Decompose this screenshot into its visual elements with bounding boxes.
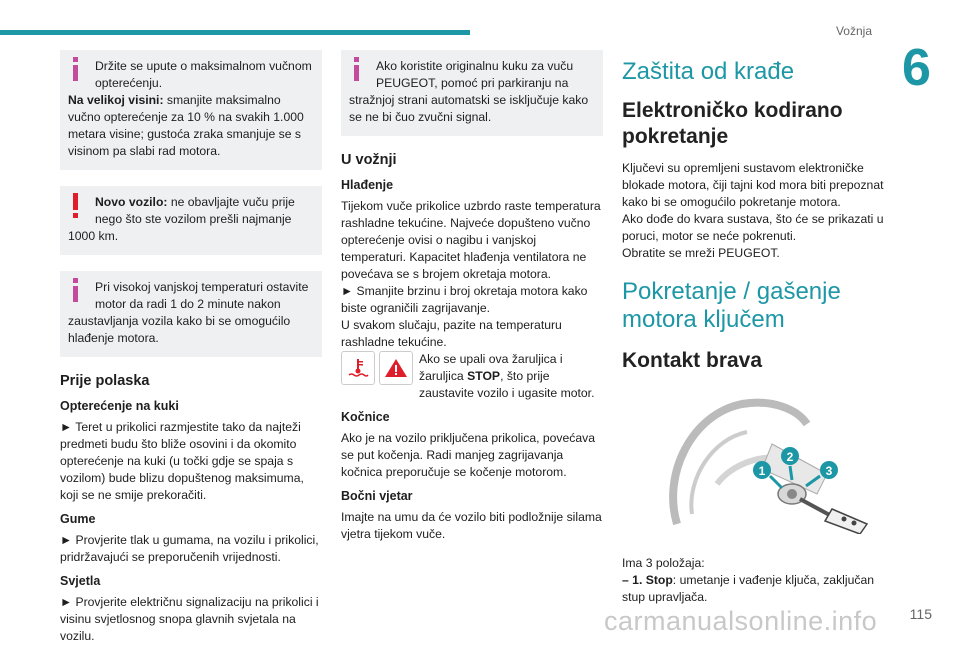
paragraph-ima-polozaja: Ima 3 položaja:: [622, 556, 705, 570]
chapter-number: 6: [902, 39, 931, 97]
info-note-towing-load: [60, 50, 322, 170]
paragraph-svjetla: ► Provjerite električnu signalizaciju na prikolici i visinu svjetlosnog snopa glavnih svjetala na vozilu.: [60, 595, 319, 643]
info-icon: [68, 57, 84, 83]
warning-note-new-vehicle: [60, 186, 322, 255]
note-text: ne obavljajte vuču prije nego što ste vozilom prešli najmanje: [95, 195, 295, 226]
paragraph-warning-lights: [419, 351, 603, 402]
heading-opterecenje: Opterećenje na kuki: [60, 399, 179, 413]
warning-text: , što prije zaustavite vozilo i ugasite motor.: [419, 369, 595, 400]
paragraph-bocni-vjetar: Imajte na umu da će vozilo biti podložnije silama vjetra tijekom vuče.: [341, 510, 602, 541]
callout-2-label: 2: [786, 450, 794, 464]
note-bold: Na velikoj visini:: [68, 93, 164, 107]
paragraph-elektronicko-2: Ako dođe do kvara sustava, što će se prikazati u poruci, motor se neće pokrenuti.: [622, 212, 884, 243]
paragraph-elektronicko-1: Ključevi su opremljeni sustavom elektroničke blokade motora, čiji tajni kod mora biti prepoznat kako bi se omogućilo pokretanje motora.: [622, 161, 884, 209]
callout-3-label: 3: [825, 464, 833, 478]
paragraph-stop-position: [622, 572, 892, 606]
stop-warning-triangle-icon: [379, 351, 413, 385]
heading-svjetla: Svjetla: [60, 574, 101, 588]
heading-pokretanje-gasenje: Pokretanje / gašenje motora ključem: [622, 278, 841, 333]
heading-zastita-od-krade: Zaštita od krađe: [622, 58, 795, 85]
paragraph-opterecenje: ► Teret u prikolici razmjestite tako da najteži predmeti budu što bliže osovini i da okomito opterećenje na kuki (u točki gdje se spaja s vozilom) bude blizu dopuštenog maksimuma, koji se ne smije prekoračiti.: [60, 420, 304, 502]
coolant-temperature-icon: [341, 351, 375, 385]
info-note-high-temp: [60, 271, 322, 357]
stop-position-label: – 1. Stop: [622, 573, 673, 587]
note-text: Ako koristite originalnu kuku za vuču PEUGEOT, pomoć pri parkiranju na: [376, 59, 574, 90]
callout-1-label: 1: [758, 464, 766, 478]
section-title: Vožnja: [835, 24, 872, 38]
info-icon: [349, 57, 365, 83]
note-text: Držite se upute o maksimalnom vučnom opterećenju.: [95, 59, 312, 90]
heading-u-voznji: U vožnji: [341, 152, 397, 168]
warning-text: Ako se upali ova žaruljica i žaruljica: [419, 352, 563, 383]
paragraph-gume: ► Provjerite tlak u gumama, na vozilu i prikolici, pridržavajući se preporučenih vrijednosti.: [60, 533, 319, 564]
heading-bocni-vjetar: Bočni vjetar: [341, 489, 413, 503]
column-left: [60, 50, 322, 653]
key-fob: [825, 509, 867, 534]
info-note-parking-aid: [341, 50, 603, 136]
note-text: stražnjoj strani automatski se isključuje kako se ne bi čuo zvučni signal.: [349, 93, 589, 124]
info-icon: [68, 278, 84, 304]
page-number: 115: [909, 606, 932, 622]
column-right: [622, 52, 892, 614]
paragraph-kocnice: Ako je na vozilo priključena prikolica, povećava se put kočenja. Radi manjeg zagrijavanja kočnica preporučuje se kočenje motorom.: [341, 431, 596, 479]
stop-label: STOP: [467, 369, 501, 383]
note-text: smanjite maksimalno vučno opterećenje za 10 % na svakih 1.000 metara visine; gustoća zraka smanjuje se s visinom pa slabi rad motora.: [68, 93, 304, 158]
ignition-switch-illustration: [622, 384, 892, 534]
heading-kontakt-brava: Kontakt brava: [622, 349, 763, 372]
paragraph-elektronicko-3: Obratite se mreži PEUGEOT.: [622, 246, 780, 260]
heading-kocnice: Kočnice: [341, 410, 390, 424]
warning-icon: [68, 193, 84, 219]
note-text: 1000 km.: [68, 229, 119, 243]
heading-hladenje: Hlađenje: [341, 178, 394, 192]
warning-lights-row: [341, 351, 603, 402]
column-middle: [341, 50, 603, 551]
top-accent-bar: [0, 30, 470, 35]
stop-position-text: : umetanje i vađenje ključa, zaključan stup upravljača.: [622, 573, 875, 604]
watermark: carmanualsonline.info: [604, 606, 878, 636]
note-text: Pri visokoj vanjskoj temperaturi ostavite motor da radi 1 do 2 minute nakon: [95, 280, 309, 311]
paragraph-hladenje-step: ► Smanjite brzinu i broj okretaja motora kako biste ograničili zagrijavanje.: [341, 284, 588, 315]
note-bold: Novo vozilo:: [95, 195, 168, 209]
paragraph-hladenje: Tijekom vuče prikolice uzbrdo raste temperatura rashladne tekućine. Najveće dopušteno vučno opterećenje ovisi o nagibu i vanjskoj temperaturi. Kapacitet hlađenja ventilatora ne povećava se s brojem okretaja motora.: [341, 199, 601, 281]
heading-elektronicko-kodirano: Elektroničko kodirano pokretanje: [622, 99, 843, 148]
paragraph-hladenje-note: U svakom slučaju, pazite na temperaturu rashladne tekućine.: [341, 318, 562, 349]
note-text: zaustavljanja vozila kako bi se omogućilo hlađenje motora.: [68, 314, 291, 345]
heading-prije-polaska: Prije polaska: [60, 373, 150, 389]
heading-gume: Gume: [60, 512, 96, 526]
